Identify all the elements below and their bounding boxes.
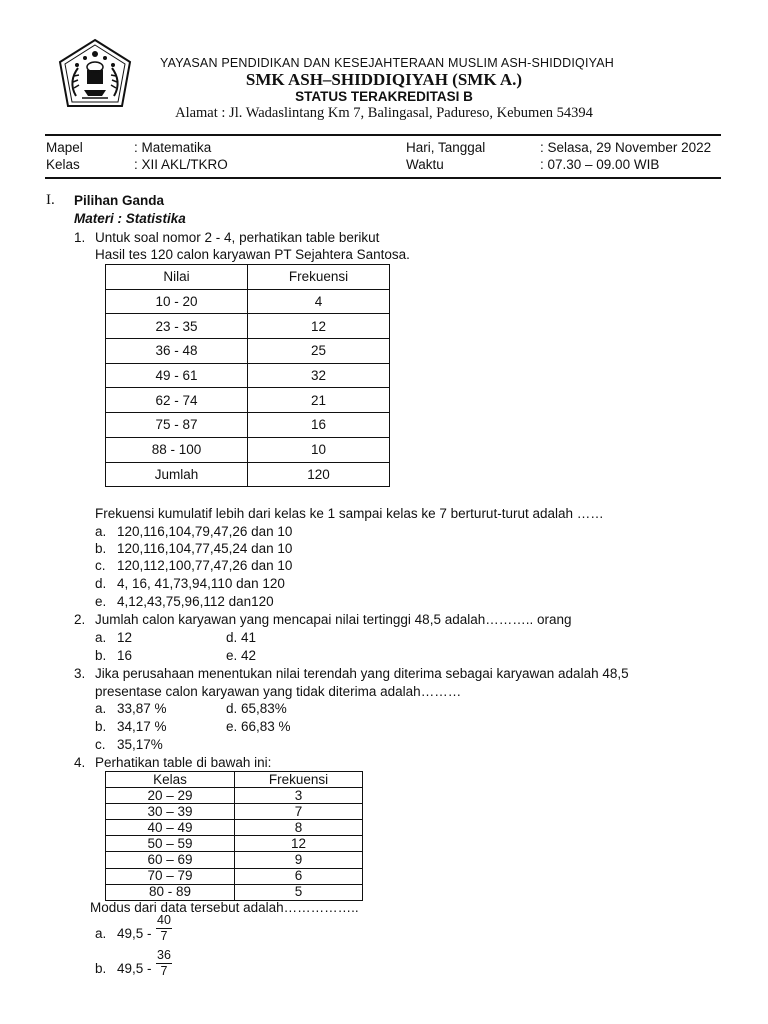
materi-title: Materi : Statistika	[74, 211, 186, 226]
fraction-denominator: 7	[160, 964, 168, 978]
table-cell: 50 – 59	[106, 836, 235, 852]
option-letter: b.	[95, 719, 107, 734]
table-cell: 6	[235, 868, 363, 884]
table-row	[106, 852, 363, 868]
table-cell: 62 - 74	[106, 388, 248, 413]
table-cell: 12	[235, 836, 363, 852]
q3-text-continued: presentase calon karyawan yang tidak diterima adalah………	[95, 684, 462, 699]
option-letter: b.	[95, 541, 107, 556]
table-cell: 120	[248, 462, 390, 487]
table-header-cell: Kelas	[106, 772, 235, 788]
table-cell: 75 - 87	[106, 413, 248, 438]
option-letter: a.	[95, 630, 107, 645]
header-divider	[45, 134, 721, 136]
table-cell: 60 – 69	[106, 852, 235, 868]
table-row	[106, 363, 390, 388]
q1-subtext: Hasil tes 120 calon karyawan PT Sejahtera Santosa.	[95, 247, 410, 262]
table-cell: 30 – 39	[106, 804, 235, 820]
table-cell: 21	[248, 388, 390, 413]
score-frequency-table	[105, 264, 390, 487]
table-header-cell: Frekuensi	[235, 772, 363, 788]
table-cell: 70 – 79	[106, 868, 235, 884]
date-label: Hari, Tanggal	[406, 140, 486, 155]
table-cell: 9	[235, 852, 363, 868]
mapel-value: : Matematika	[134, 140, 212, 155]
table-cell: 8	[235, 820, 363, 836]
q4-number: 4.	[74, 755, 86, 770]
table-cell: 88 - 100	[106, 437, 248, 462]
option-letter: e.	[95, 594, 107, 609]
q1-number: 1.	[74, 230, 86, 245]
option-text: d. 65,83%	[226, 701, 287, 716]
table-row	[106, 437, 390, 462]
q4-question: Modus dari data tersebut adalah……………..	[90, 900, 359, 915]
q2-number: 2.	[74, 612, 86, 627]
table-cell: 10	[248, 437, 390, 462]
table-cell: 20 – 29	[106, 788, 235, 804]
option-letter: c.	[95, 737, 106, 752]
kelas-value: : XII AKL/TKRO	[134, 157, 228, 172]
accreditation-status: STATUS TERAKREDITASI B	[295, 89, 473, 104]
option-text: e. 66,83 %	[226, 719, 291, 734]
option-letter: a.	[95, 524, 107, 539]
section-title: Pilihan Ganda	[74, 193, 165, 208]
table-row	[106, 289, 390, 314]
fraction-denominator: 7	[160, 929, 168, 943]
table-cell: 10 - 20	[106, 289, 248, 314]
q3-text: Jika perusahaan menentukan nilai terendah yang diterima sebagai karyawan adalah 48,5	[95, 666, 629, 681]
table-row	[106, 804, 363, 820]
table-cell: 49 - 61	[106, 363, 248, 388]
table-cell: 3	[235, 788, 363, 804]
option-text: 120,116,104,77,45,24 dan 10	[117, 541, 293, 556]
option-letter: a.	[95, 926, 107, 941]
table-header-row	[106, 772, 363, 788]
option-letter: b.	[95, 961, 107, 976]
table-row	[106, 884, 363, 900]
school-name: SMK ASH–SHIDDIQIYAH (SMK A.)	[245, 70, 523, 89]
fraction-numerator: 36	[157, 948, 171, 962]
table-header-cell: Frekuensi	[248, 265, 390, 290]
table-cell: 12	[248, 314, 390, 339]
table-cell: 36 - 48	[106, 339, 248, 364]
option-letter: a.	[95, 701, 107, 716]
option-text: 120,112,100,77,47,26 dan 10	[117, 558, 293, 573]
table-row	[106, 820, 363, 836]
option-text: 4,12,43,75,96,112 dan120	[117, 594, 274, 609]
table-header-row	[106, 265, 390, 290]
option-text: 4, 16, 41,73,94,110 dan 120	[117, 576, 285, 591]
school-address: Alamat : Jl. Wadaslintang Km 7, Balingasal, Padureso, Kebumen 54394	[175, 105, 593, 121]
table-cell: 40 – 49	[106, 820, 235, 836]
table-row	[106, 339, 390, 364]
option-text: 16	[117, 648, 133, 663]
time-value: : 07.30 – 09.00 WIB	[540, 157, 660, 172]
q3-number: 3.	[74, 666, 86, 681]
section-number: I.	[46, 192, 55, 208]
option-letter: c.	[95, 558, 106, 573]
option-text: 33,87 %	[117, 701, 167, 716]
kelas-label: Kelas	[46, 157, 80, 172]
option-text: e. 42	[226, 648, 257, 663]
option-text: 49,5 -	[117, 926, 152, 941]
table-cell: 5	[235, 884, 363, 900]
option-text: 34,17 %	[117, 719, 167, 734]
option-letter: d.	[95, 576, 107, 591]
q2-text: Jumlah calon karyawan yang mencapai nilai tertinggi 48,5 adalah……….. orang	[95, 612, 572, 627]
time-label: Waktu	[406, 157, 444, 172]
info-divider	[45, 177, 721, 179]
option-letter: b.	[95, 648, 107, 663]
table-header-cell: Nilai	[106, 265, 248, 290]
table-total-row	[106, 462, 390, 487]
mapel-label: Mapel	[46, 140, 83, 155]
table-cell: 23 - 35	[106, 314, 248, 339]
table-cell: 25	[248, 339, 390, 364]
q1-text: Untuk soal nomor 2 - 4, perhatikan table berikut	[95, 230, 380, 245]
foundation-name: YAYASAN PENDIDIKAN DAN KESEJAHTERAAN MUSLIM ASH-SHIDDIQIYAH	[160, 56, 615, 70]
table-cell: 80 - 89	[106, 884, 235, 900]
fraction	[156, 914, 172, 943]
table-cell: 4	[248, 289, 390, 314]
fraction-numerator: 40	[157, 913, 171, 927]
table-row	[106, 314, 390, 339]
option-text: 35,17%	[117, 737, 163, 752]
fraction	[156, 949, 172, 978]
table-row	[106, 788, 363, 804]
q1-question: Frekuensi kumulatif lebih dari kelas ke 1 sampai kelas ke 7 berturut-turut adalah ……	[95, 506, 604, 521]
option-text: d. 41	[226, 630, 257, 645]
table-row	[106, 836, 363, 852]
option-text: 12	[117, 630, 133, 645]
table-row	[106, 388, 390, 413]
table-cell: 16	[248, 413, 390, 438]
table-cell: Jumlah	[106, 462, 248, 487]
table-cell: 7	[235, 804, 363, 820]
option-text: 49,5 -	[117, 961, 152, 976]
q4-text: Perhatikan table di bawah ini:	[95, 755, 272, 770]
table-cell: 32	[248, 363, 390, 388]
date-value: : Selasa, 29 November 2022	[540, 140, 712, 155]
table-row	[106, 868, 363, 884]
table-row	[106, 413, 390, 438]
class-frequency-table	[105, 771, 363, 901]
option-text: 120,116,104,79,47,26 dan 10	[117, 524, 293, 539]
